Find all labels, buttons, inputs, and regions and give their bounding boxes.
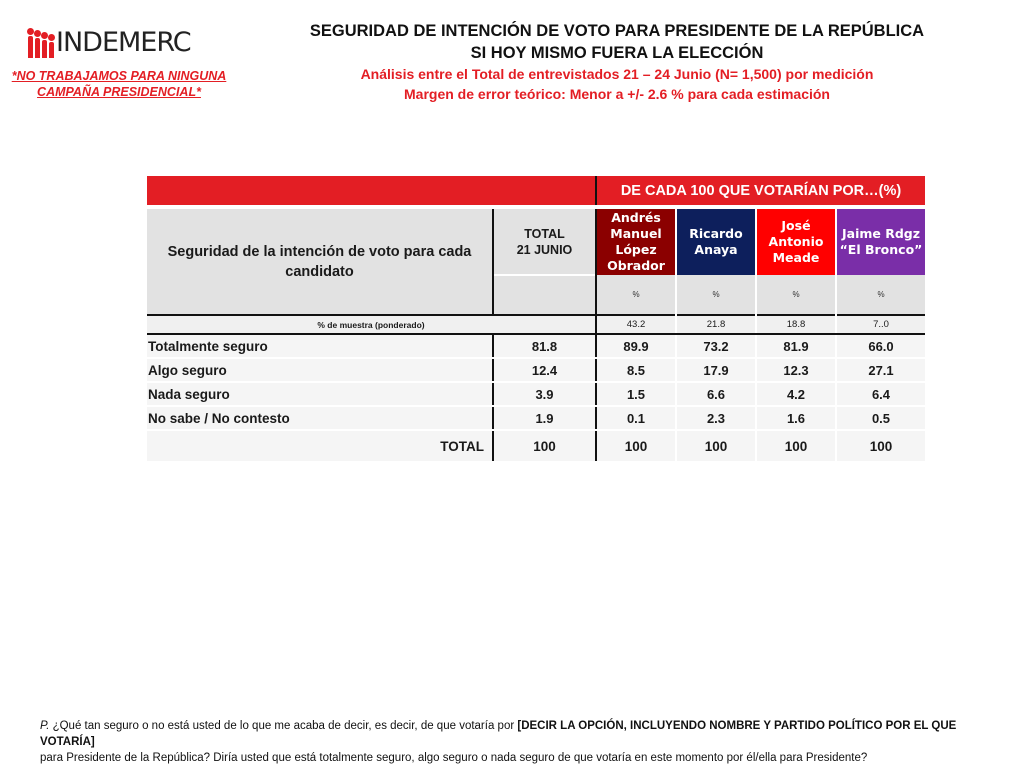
disclaimer-line1: *NO TRABAJAMOS PARA NINGUNA — [11, 69, 227, 83]
vote-certainty-table — [147, 176, 925, 463]
group-header: DE CADA 100 QUE VOTARÍAN POR…(%) — [596, 176, 925, 205]
candidate-header-anaya: Ricardo Anaya — [676, 209, 756, 275]
cell-value: 0.1 — [596, 406, 676, 430]
question-prefix: P. — [40, 720, 50, 732]
cell-value: 6.4 — [836, 382, 925, 406]
total-row-label: TOTAL — [147, 430, 493, 462]
sample-value: 21.8 — [676, 315, 756, 334]
cell-value: 81.9 — [756, 334, 836, 358]
total-value: 100 — [493, 430, 596, 462]
candidate-header-amlo: Andrés Manuel López Obrador — [596, 209, 676, 275]
subtitle-sample: Análisis entre el Total de entrevistados 21 – 24 Junio (N= 1,500) por medición — [360, 66, 874, 82]
question-text-2: para Presidente de la República? Diría usted que está totalmente seguro, algo seguro o nada seguro de que votaría en este momento por él/ella para Presidente? — [40, 752, 868, 764]
sample-value: 7..0 — [836, 315, 925, 334]
cell-value: 8.5 — [596, 358, 676, 382]
cell-value: 100 — [596, 430, 676, 462]
row-label: No sabe / No contesto — [147, 406, 493, 430]
table-row — [147, 406, 925, 430]
row-header: Seguridad de la intención de voto para cada candidato — [147, 209, 493, 315]
subtitle-margin: Margen de error teórico: Menor a +/- 2.6 % para cada estimación — [404, 86, 830, 102]
total-value: 3.9 — [493, 382, 596, 406]
cell-value: 66.0 — [836, 334, 925, 358]
question-instruction: [DECIR LA OPCIÓN, INCLUYENDO NOMBRE Y PARTIDO POLÍTICO POR EL QUE VOTARÍA] — [40, 720, 957, 748]
disclaimer-line2: CAMPAÑA PRESIDENCIAL* — [37, 85, 201, 99]
row-label: Nada seguro — [147, 382, 493, 406]
total-header — [493, 209, 596, 275]
cell-value: 12.3 — [756, 358, 836, 382]
unit-label: % — [676, 275, 756, 315]
people-icon — [28, 36, 54, 58]
cell-value: 1.6 — [756, 406, 836, 430]
candidate-header-bronco: Jaime Rdgz “El Bronco” — [836, 209, 925, 275]
page-title-line2: SI HOY MISMO FUERA LA ELECCIÓN — [470, 44, 764, 62]
page-title: SEGURIDAD DE INTENCIÓN DE VOTO PARA PRESIDENTE DE LA REPÚBLICA — [309, 22, 925, 40]
cell-value: 27.1 — [836, 358, 925, 382]
candidate-header-row — [147, 209, 925, 275]
sample-value: 43.2 — [596, 315, 676, 334]
cell-value: 89.9 — [596, 334, 676, 358]
total-header-line2: 21 JUNIO — [516, 242, 573, 257]
total-value: 12.4 — [493, 358, 596, 382]
cell-value: 17.9 — [676, 358, 756, 382]
disclaimer — [0, 68, 238, 100]
total-header-line1: TOTAL — [524, 226, 565, 241]
cell-value: 1.5 — [596, 382, 676, 406]
total-unit-blank — [493, 275, 596, 315]
unit-label: % — [756, 275, 836, 315]
page-header — [300, 20, 934, 104]
table-row — [147, 334, 925, 358]
cell-value: 100 — [676, 430, 756, 462]
total-value: 81.8 — [493, 334, 596, 358]
cell-value: 2.3 — [676, 406, 756, 430]
sample-label: % de muestra (ponderado) — [147, 315, 596, 334]
unit-label: % — [836, 275, 925, 315]
sample-value: 18.8 — [756, 315, 836, 334]
row-label: Totalmente seguro — [147, 334, 493, 358]
logo-text: INDEMERC — [56, 27, 191, 58]
group-header-row — [147, 176, 925, 205]
cell-value: 100 — [836, 430, 925, 462]
table-row — [147, 382, 925, 406]
total-value: 1.9 — [493, 406, 596, 430]
cell-value: 100 — [756, 430, 836, 462]
cell-value: 6.6 — [676, 382, 756, 406]
candidate-header-meade: José Antonio Meade — [756, 209, 836, 275]
question-text-1: ¿Qué tan seguro o no está usted de lo que me acaba de decir, es decir, de que votaría por — [49, 720, 518, 732]
sample-row — [147, 315, 925, 334]
row-label: Algo seguro — [147, 358, 493, 382]
cell-value: 4.2 — [756, 382, 836, 406]
cell-value: 73.2 — [676, 334, 756, 358]
indemerc-logo — [28, 22, 191, 58]
total-row — [147, 430, 925, 462]
group-header-blank — [147, 176, 596, 205]
unit-label: % — [596, 275, 676, 315]
table-row — [147, 358, 925, 382]
cell-value: 0.5 — [836, 406, 925, 430]
question-footnote — [40, 718, 1000, 766]
